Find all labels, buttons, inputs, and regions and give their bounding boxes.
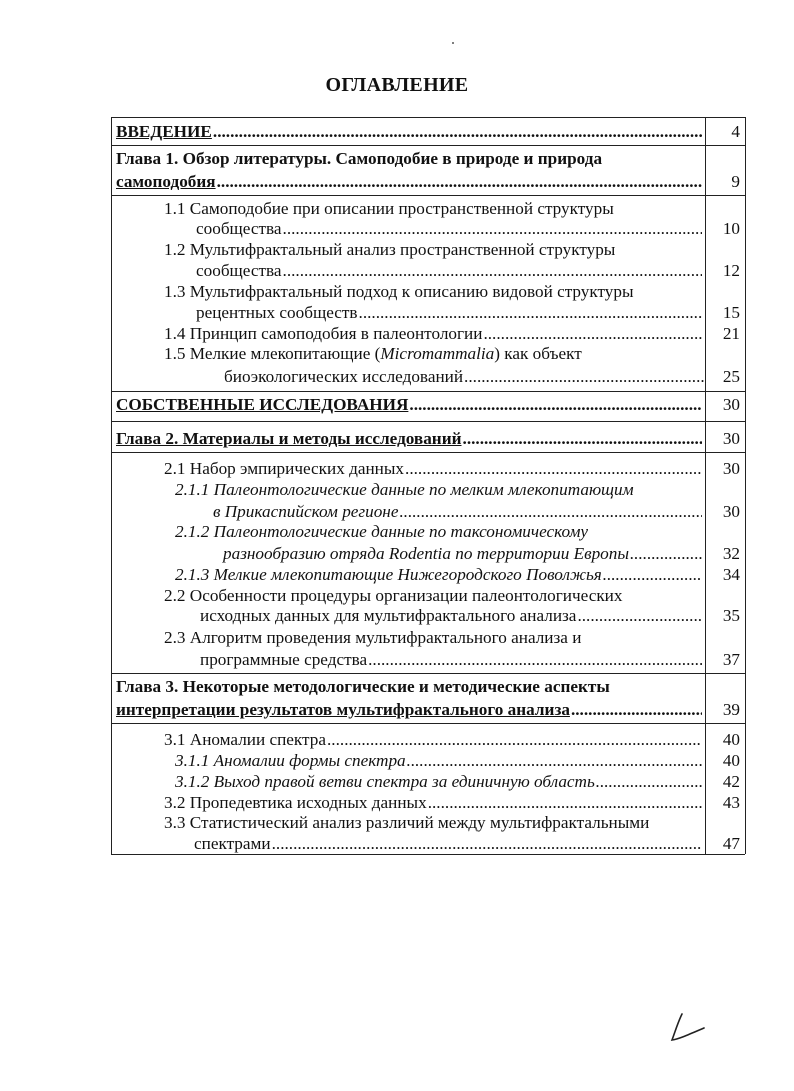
table-top-rule	[111, 117, 745, 118]
toc-page-number: 15	[722, 303, 740, 322]
toc-page-number: 32	[722, 544, 740, 563]
toc-page-number: 42	[722, 772, 740, 791]
scan-speck	[452, 42, 454, 44]
toc-entry-label: сообщества	[196, 261, 282, 280]
toc-entry-label: ВВЕДЕНИЕ	[116, 122, 212, 141]
toc-page-number: 37	[722, 650, 740, 669]
toc-entry-label: 2.1.2 Палеонтологические данные по таксономическому	[175, 522, 589, 541]
toc-entry-label: 2.3 Алгоритм проведения мультифрактального анализа и	[164, 628, 582, 647]
toc-entry-label: 1.3 Мультифрактальный подход к описанию видовой структуры	[164, 282, 634, 301]
toc-entry-label: 1.1 Самоподобие при описании пространственной структуры	[164, 199, 614, 218]
toc-entry-label: 1.5 Мелкие млекопитающие (	[164, 344, 381, 363]
row-divider	[111, 673, 745, 674]
toc-entry-label: рецентных сообществ	[196, 303, 358, 322]
toc-page-number: 9	[731, 172, 740, 191]
toc-entry-label: ) как объект	[494, 344, 582, 363]
toc-entry-label: Глава 2. Материалы и методы исследований	[116, 429, 462, 448]
row-divider	[111, 452, 745, 453]
toc-page-number: 30	[722, 459, 740, 478]
handwritten-page-mark	[670, 1008, 710, 1048]
toc-entry-label-italic: Micromammalia	[380, 344, 495, 363]
toc-entry-label: интерпретации результатов мультифрактального анализа	[116, 700, 570, 719]
toc-page-number: 39	[722, 700, 740, 719]
table-left-border	[111, 117, 112, 854]
toc-entry-label: 3.3 Статистический анализ различий между мультифрактальными	[164, 813, 650, 832]
toc-page-number: 43	[722, 793, 740, 812]
toc-entry-label: 3.1 Аномалии спектра	[164, 730, 326, 749]
toc-entry-label: в Прикаспийском регионе	[213, 502, 399, 521]
toc-entry-label: 1.4 Принцип самоподобия в палеонтологии	[164, 324, 483, 343]
toc-entry-label: исходных данных для мультифрактального анализа	[200, 606, 577, 625]
toc-entry-label: СОБСТВЕННЫЕ ИССЛЕДОВАНИЯ	[116, 395, 409, 414]
toc-page-number: 10	[722, 219, 740, 238]
toc-page-number: 40	[722, 751, 740, 770]
row-divider	[111, 391, 745, 392]
toc-page-number: 40	[722, 730, 740, 749]
toc-page-number: 12	[722, 261, 740, 280]
table-right-border	[745, 117, 746, 854]
toc-entry-label: 2.1.1 Палеонтологические данные по мелким млекопитающим	[175, 480, 634, 499]
toc-entry-label: Глава 1. Обзор литературы. Самоподобие в природе и природа	[116, 149, 603, 168]
toc-entry-label: 3.1.1 Аномалии формы спектра	[175, 751, 406, 770]
toc-entry-label: 1.2 Мультифрактальный анализ пространственной структуры	[164, 240, 616, 259]
toc-page-number: 25	[722, 367, 740, 386]
toc-page-number: 4	[731, 122, 740, 141]
toc-page-number: 34	[722, 565, 740, 584]
toc-entry-label: сообщества	[196, 219, 282, 238]
toc-page-number: 21	[722, 324, 740, 343]
toc-entry-label: 2.2 Особенности процедуры организации палеонтологических	[164, 586, 623, 605]
toc-page-number: 47	[722, 834, 740, 853]
page-title: ОГЛАВЛЕНИЕ	[325, 74, 469, 96]
toc-entry-label: программные средства	[200, 650, 368, 669]
toc-page-number: 30	[722, 502, 740, 521]
toc-entry-label: Глава 3. Некоторые методологические и методические аспекты	[116, 677, 610, 696]
toc-entry-label: самоподобия	[116, 172, 216, 191]
toc-entry-label: 2.1.3 Мелкие млекопитающие Нижегородского Поволжья	[175, 565, 602, 584]
toc-entry-label: 3.2 Пропедевтика исходных данных	[164, 793, 427, 812]
toc-entry-label: 2.1 Набор эмпирических данных	[164, 459, 405, 478]
toc-page-number: 30	[722, 395, 740, 414]
toc-entry-label: спектрами	[194, 834, 271, 853]
toc-entry-label: 3.1.2 Выход правой ветви спектра за единичную область	[175, 772, 595, 791]
row-divider	[111, 723, 745, 724]
row-divider	[111, 195, 745, 196]
toc-page-number: 30	[722, 429, 740, 448]
row-divider	[111, 145, 745, 146]
toc-entry-label: разнообразию отряда Rodentia по территории Европы	[223, 544, 629, 563]
toc-page-number: 35	[722, 606, 740, 625]
toc-entry-label: биоэкологических исследований	[224, 367, 464, 386]
row-divider	[111, 421, 745, 422]
